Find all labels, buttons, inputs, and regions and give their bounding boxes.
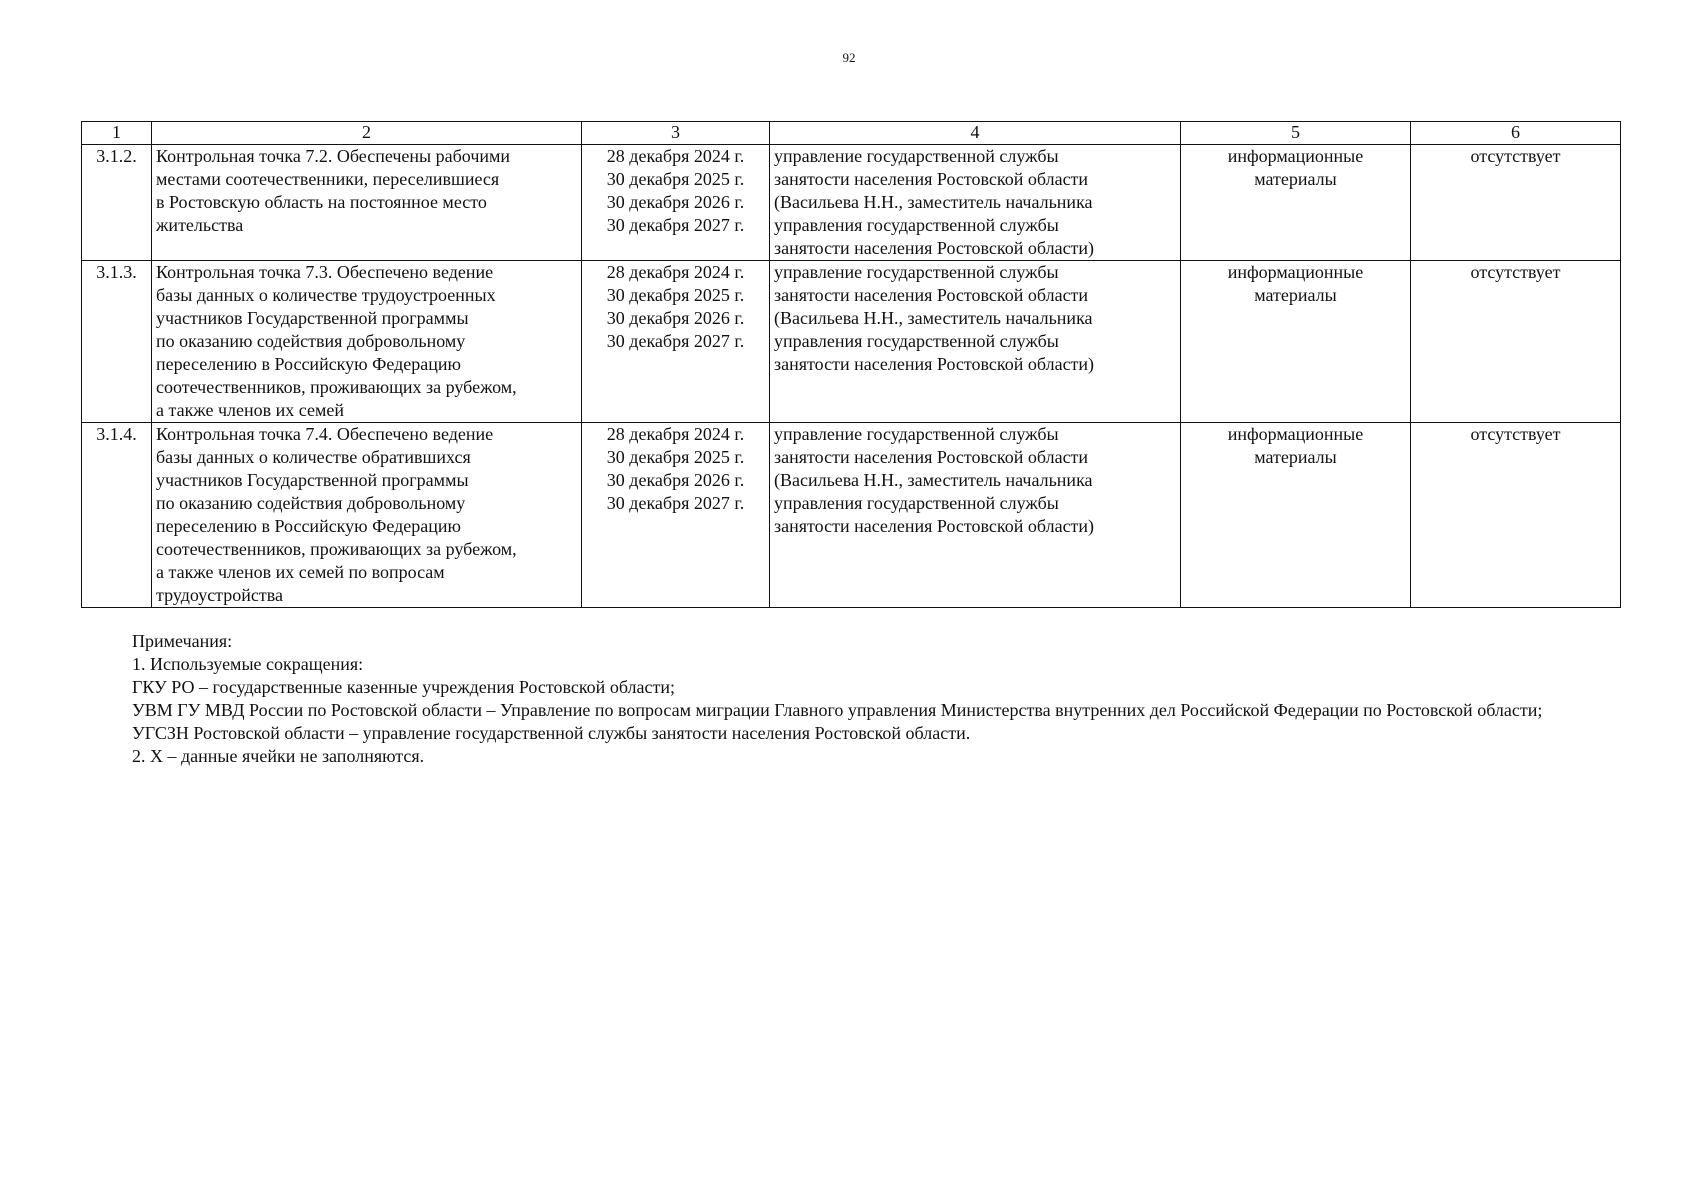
responsible-line: управление государственной службы bbox=[774, 146, 1059, 166]
control-point-description bbox=[152, 261, 582, 423]
notes-item-empty-cells: 2. Х – данные ячейки не заполняются. bbox=[132, 746, 425, 766]
responsible-executor bbox=[770, 423, 1181, 608]
description-line: Контрольная точка 7.2. Обеспечены рабочими bbox=[156, 146, 511, 166]
description-line: базы данных о количестве трудоустроенных bbox=[156, 285, 496, 305]
responsible-line: управления государственной службы bbox=[774, 493, 1059, 513]
description-line: по оказанию содействия добровольному bbox=[156, 493, 466, 513]
header-col-4: 4 bbox=[770, 122, 1181, 145]
description-line: Контрольная точка 7.4. Обеспечено ведение bbox=[156, 424, 494, 444]
description-line: соотечественников, проживающих за рубежом, bbox=[156, 377, 517, 397]
document-type bbox=[1181, 261, 1411, 423]
row-number: 3.1.3. bbox=[82, 261, 152, 423]
description-line: участников Государственной программы bbox=[156, 470, 469, 490]
control-point-description bbox=[152, 145, 582, 261]
description-line: Контрольная точка 7.3. Обеспечено ведение bbox=[156, 262, 494, 282]
header-col-1: 1 bbox=[82, 122, 152, 145]
page-number: 92 bbox=[842, 50, 856, 65]
description-line: переселению в Российскую Федерацию bbox=[156, 516, 461, 536]
responsible-line: управления государственной службы bbox=[774, 331, 1059, 351]
table-row bbox=[82, 423, 1621, 608]
responsible-line: (Васильева Н.Н., заместитель начальника bbox=[774, 192, 1093, 212]
control-points-table bbox=[81, 121, 1621, 608]
table-row bbox=[82, 145, 1621, 261]
responsible-line: занятости населения Ростовской области bbox=[774, 169, 1089, 189]
document-line: информационные bbox=[1227, 262, 1364, 282]
notes-item-abbreviations: 1. Используемые сокращения: bbox=[132, 654, 364, 674]
responsible-line: (Васильева Н.Н., заместитель начальника bbox=[774, 308, 1093, 328]
abbreviation-uvm: УВМ ГУ МВД России по Ростовской области – Управление по вопросам миграции Главного управления Министерства внутренних дел Российской Федерации по Ростовской области; bbox=[132, 700, 1543, 720]
document-type bbox=[1181, 145, 1411, 261]
deadline-date: 30 декабря 2025 г. bbox=[606, 447, 745, 467]
description-line: трудоустройства bbox=[156, 585, 284, 605]
deadline-date: 30 декабря 2027 г. bbox=[606, 493, 745, 513]
responsible-line: управление государственной службы bbox=[774, 262, 1059, 282]
responsible-executor bbox=[770, 145, 1181, 261]
responsible-line: занятости населения Ростовской области) bbox=[774, 516, 1095, 536]
deadline-date: 30 декабря 2027 г. bbox=[606, 331, 745, 351]
notes-heading: Примечания: bbox=[132, 631, 233, 651]
description-line: соотечественников, проживающих за рубежом, bbox=[156, 539, 517, 559]
deadline-dates bbox=[582, 423, 770, 608]
responsible-line: занятости населения Ростовской области) bbox=[774, 238, 1095, 258]
header-col-3: 3 bbox=[582, 122, 770, 145]
deadline-dates bbox=[582, 261, 770, 423]
responsible-line: занятости населения Ростовской области) bbox=[774, 354, 1095, 374]
description-line: по оказанию содействия добровольному bbox=[156, 331, 466, 351]
document-line: информационные bbox=[1227, 146, 1364, 166]
deadline-date: 28 декабря 2024 г. bbox=[606, 146, 745, 166]
deadline-date: 30 декабря 2026 г. bbox=[606, 308, 745, 328]
deadline-date: 28 декабря 2024 г. bbox=[606, 424, 745, 444]
deadline-date: 28 декабря 2024 г. bbox=[606, 262, 745, 282]
deadline-date: 30 декабря 2027 г. bbox=[606, 215, 745, 235]
description-line: базы данных о количестве обратившихся bbox=[156, 447, 471, 467]
row-number: 3.1.4. bbox=[82, 423, 152, 608]
description-line: жительства bbox=[156, 215, 244, 235]
description-line: в Ростовскую область на постоянное место bbox=[156, 192, 487, 212]
description-line: местами соотечественники, переселившиеся bbox=[156, 169, 500, 189]
information-system: отсутствует bbox=[1411, 423, 1621, 608]
abbreviation-ugszn: УГСЗН Ростовской области – управление государственной службы занятости населения Ростовской области. bbox=[132, 723, 971, 743]
deadline-date: 30 декабря 2025 г. bbox=[606, 169, 745, 189]
control-point-description bbox=[152, 423, 582, 608]
description-line: а также членов их семей bbox=[156, 400, 344, 420]
document-line: информационные bbox=[1227, 424, 1364, 444]
header-col-6: 6 bbox=[1411, 122, 1621, 145]
document-type bbox=[1181, 423, 1411, 608]
deadline-date: 30 декабря 2025 г. bbox=[606, 285, 745, 305]
table-header-row bbox=[82, 122, 1621, 145]
row-number: 3.1.2. bbox=[82, 145, 152, 261]
description-line: а также членов их семей по вопросам bbox=[156, 562, 445, 582]
deadline-dates bbox=[582, 145, 770, 261]
table-row bbox=[82, 261, 1621, 423]
responsible-line: управления государственной службы bbox=[774, 215, 1059, 235]
responsible-line: занятости населения Ростовской области bbox=[774, 447, 1089, 467]
responsible-line: (Васильева Н.Н., заместитель начальника bbox=[774, 470, 1093, 490]
header-col-2: 2 bbox=[152, 122, 582, 145]
description-line: участников Государственной программы bbox=[156, 308, 469, 328]
document-line: материалы bbox=[1254, 285, 1337, 305]
responsible-line: управление государственной службы bbox=[774, 424, 1059, 444]
deadline-date: 30 декабря 2026 г. bbox=[606, 470, 745, 490]
responsible-executor bbox=[770, 261, 1181, 423]
deadline-date: 30 декабря 2026 г. bbox=[606, 192, 745, 212]
header-col-5: 5 bbox=[1181, 122, 1411, 145]
information-system: отсутствует bbox=[1411, 145, 1621, 261]
information-system: отсутствует bbox=[1411, 261, 1621, 423]
notes-section bbox=[81, 630, 1620, 768]
abbreviation-gku: ГКУ РО – государственные казенные учреждения Ростовской области; bbox=[132, 677, 675, 697]
document-line: материалы bbox=[1254, 447, 1337, 467]
document-line: материалы bbox=[1254, 169, 1337, 189]
responsible-line: занятости населения Ростовской области bbox=[774, 285, 1089, 305]
description-line: переселению в Российскую Федерацию bbox=[156, 354, 461, 374]
